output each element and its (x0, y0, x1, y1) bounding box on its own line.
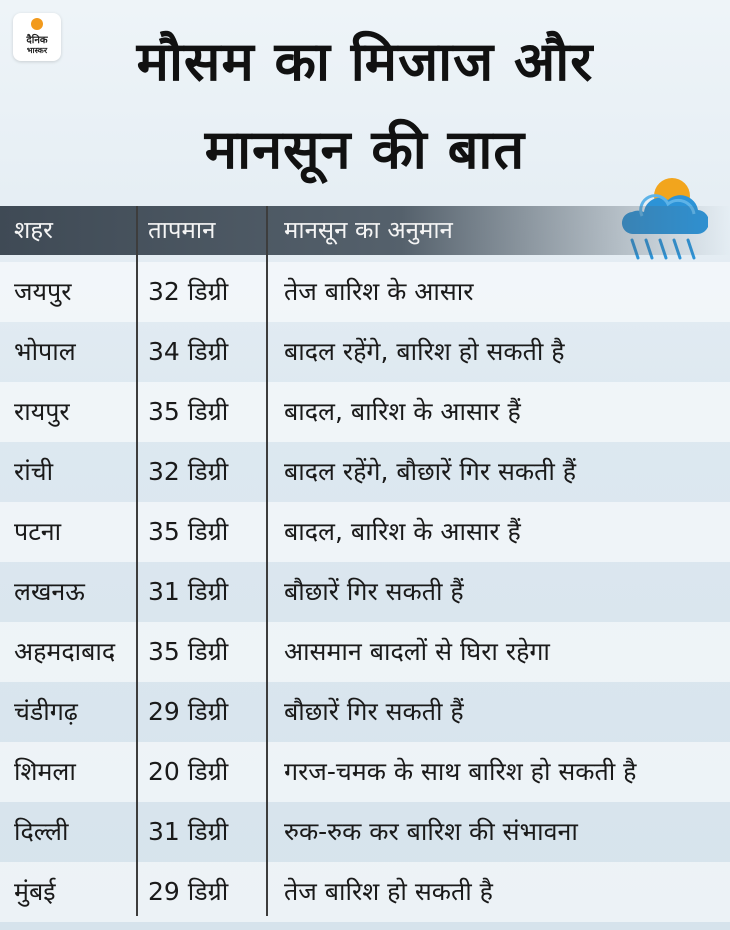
header-city: शहर (14, 216, 53, 244)
forecast-cell: बौछारें गिर सकती हैं (284, 697, 464, 726)
table-row (0, 742, 730, 802)
table-row (0, 682, 730, 742)
forecast-cell: बादल, बारिश के आसार हैं (284, 397, 521, 426)
temperature-cell: 35 डिग्री (148, 637, 229, 666)
forecast-cell: बौछारें गिर सकती हैं (284, 577, 464, 606)
table-row (0, 442, 730, 502)
city-cell: चंडीगढ़ (14, 697, 78, 726)
temperature-cell: 34 डिग्री (148, 337, 229, 366)
header-monsoon-forecast: मानसून का अनुमान (284, 216, 453, 244)
forecast-cell: बादल रहेंगे, बौछारें गिर सकती हैं (284, 457, 577, 486)
temperature-cell: 29 डिग्री (148, 697, 229, 726)
city-cell: रायपुर (14, 397, 70, 426)
temperature-cell: 31 डिग्री (148, 577, 229, 606)
table-row (0, 622, 730, 682)
temperature-cell: 32 डिग्री (148, 457, 229, 486)
forecast-cell: तेज बारिश हो सकती है (284, 877, 493, 906)
table-header (0, 206, 730, 255)
city-cell: पटना (14, 517, 62, 546)
city-cell: शिमला (14, 757, 76, 786)
temperature-cell: 35 डिग्री (148, 517, 229, 546)
forecast-cell: बादल रहेंगे, बारिश हो सकती है (284, 337, 565, 366)
column-divider (266, 206, 268, 916)
table-row (0, 802, 730, 862)
temperature-cell: 31 डिग्री (148, 817, 229, 846)
city-cell: अहमदाबाद (14, 637, 116, 666)
column-divider (136, 206, 138, 916)
page-title-line1: मौसम का मिजाज और (136, 30, 594, 93)
forecast-cell: रुक-रुक कर बारिश की संभावना (284, 817, 578, 846)
forecast-cell: तेज बारिश के आसार (284, 277, 474, 306)
temperature-cell: 20 डिग्री (148, 757, 229, 786)
table-row (0, 322, 730, 382)
city-cell: भोपाल (14, 337, 76, 366)
temperature-cell: 32 डिग्री (148, 277, 229, 306)
city-cell: जयपुर (14, 277, 72, 306)
header-temperature: तापमान (148, 216, 216, 244)
forecast-cell: बादल, बारिश के आसार हैं (284, 517, 521, 546)
table-row (0, 502, 730, 562)
temperature-cell: 29 डिग्री (148, 877, 229, 906)
forecast-cell: आसमान बादलों से घिरा रहेगा (284, 637, 550, 666)
logo-text-line1: दैनिक (26, 35, 48, 46)
page-title-line2: मानसून की बात (204, 118, 526, 181)
forecast-cell: गरज-चमक के साथ बारिश हो सकती है (284, 757, 637, 786)
logo-text-line2: भास्कर (26, 46, 48, 55)
table-row (0, 262, 730, 322)
temperature-cell: 35 डिग्री (148, 397, 229, 426)
city-cell: मुंबई (14, 877, 56, 906)
table-row (0, 382, 730, 442)
city-cell: लखनऊ (14, 577, 85, 606)
city-cell: रांची (14, 457, 54, 486)
city-cell: दिल्ली (14, 817, 69, 846)
table-row (0, 862, 730, 922)
sun-icon (31, 18, 43, 30)
table-row (0, 562, 730, 622)
